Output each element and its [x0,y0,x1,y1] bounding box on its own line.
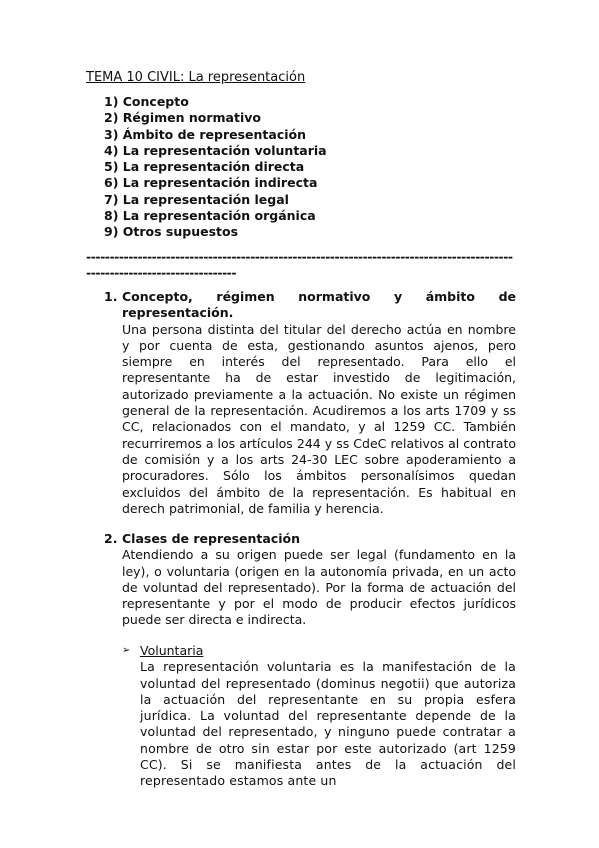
arrow-bullet-icon: ➢ [122,645,131,656]
section-concepto [104,289,516,517]
section-heading [104,531,516,547]
subsection-body: La representación voluntaria es la manifestación de la voluntad del representado (dominus negotii) que autoriza la actuación del representante en su propia esfera jurídica. La voluntad del representante depende de la voluntad del representado, y ninguno puede contratar a nombre de otro sin estar por este autorizado (art 1259 CC). Si se manifiesta antes de la actuación del representado estamos ante un [140,659,516,789]
section-body: Una persona distinta del titular del derecho actúa en nombre y por cuenta de esta, gestionando asuntos ajenos, pero siempre en interés del representado. Para ello el representante ha de estar investido de legitimación, autorizado previamente a la actuación. No existe un régimen general de la representación. Acudiremos a los arts 1709 y ss CC, relacionados con el mandato, y al 1259 CC. También recurriremos a los artículos 244 y ss CdeC relativos al contrato de comisión y a los arts 24-30 LEC sobre apoderamiento a procuradores. Sólo los ámbitos personalísimos quedan excluidos del ámbito de la representación. Es habitual en derech patrimonial, de familia y herencia. [122,321,516,516]
section-number: 2. [104,531,118,546]
section-title: Clases de representación [122,531,301,546]
section-title: Concepto, régimen normativo y ámbito de representación. [122,289,516,321]
section-heading [104,289,516,322]
toc-item: 7) La representación legal [104,191,289,207]
toc-item: 1) Concepto [104,94,189,109]
toc-item: 9) Otros supuestos [104,224,239,240]
section-body: Atendiendo a su origen puede ser legal (fundamento en la ley), o voluntaria (origen en la autonomía privada, en un acto de voluntad del representado). Por la forma de actuación del representante y por el modo de producir efectos jurídicos puede ser directa e indirecta. [122,547,516,628]
toc-item: 5) La representación directa [104,159,305,175]
subsection-heading [122,643,516,659]
toc-item: 8) La representación orgánica [104,208,316,224]
section-clases [104,531,516,629]
section-number: 1. [104,289,118,304]
toc-item: 3) Ámbito de representación [104,126,307,142]
document-title: TEMA 10 CIVIL: La representación [86,70,306,85]
toc-item: 4) La representación voluntaria [104,142,327,158]
subsection-voluntaria [122,643,516,790]
toc-item: 2) Régimen normativo [104,110,261,126]
table-of-contents [104,94,327,241]
subsection-title: Voluntaria [140,643,204,658]
dashed-divider: --------------------------------------------------------------------------------------------------------------------------- [86,249,513,280]
toc-item: 6) La representación indirecta [104,175,318,191]
